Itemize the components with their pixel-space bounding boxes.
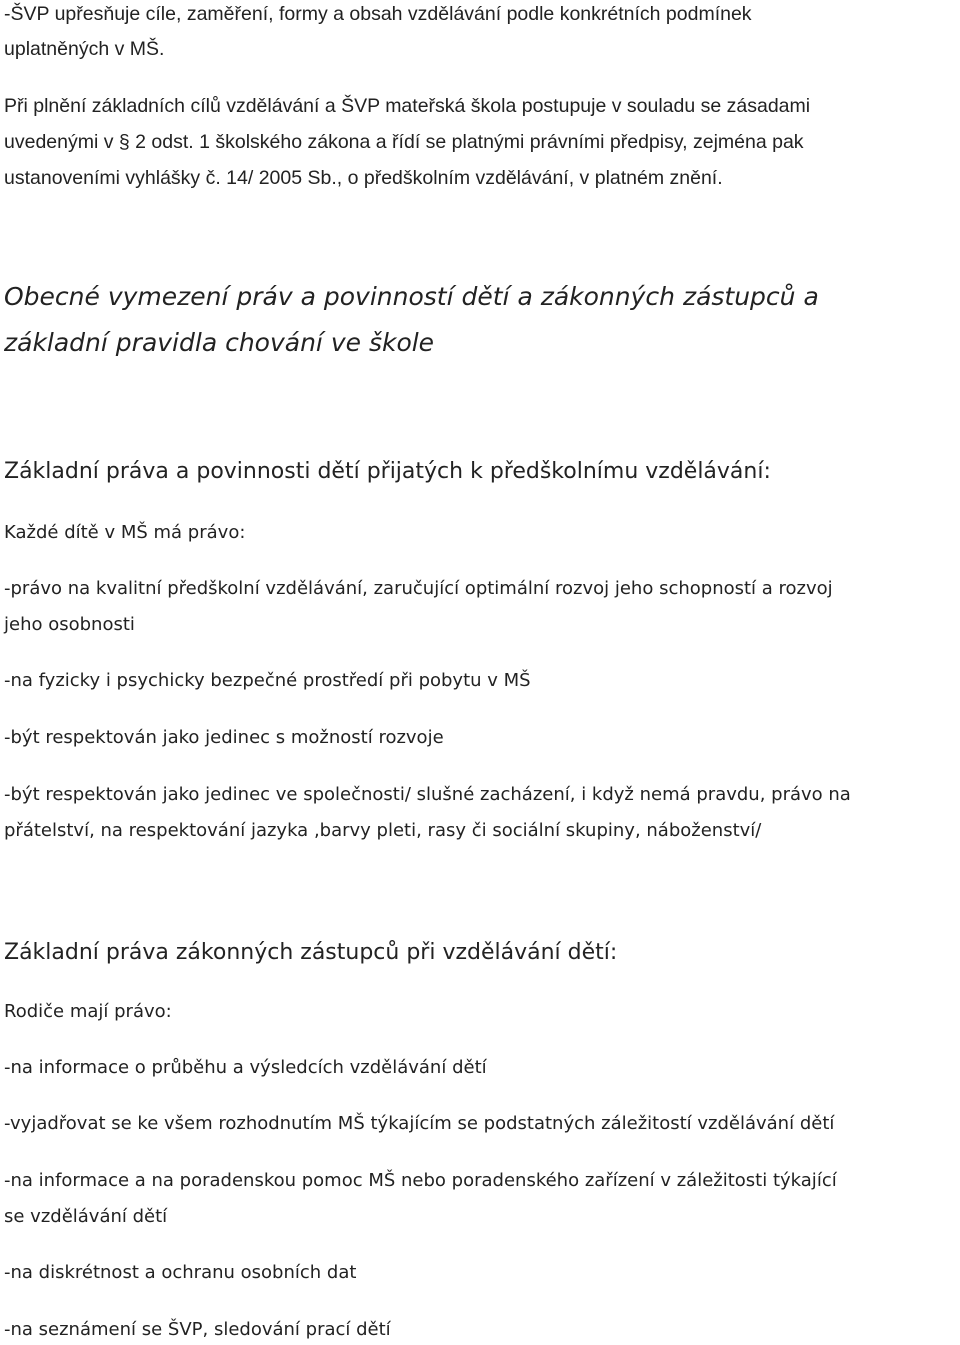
parents-rights-item: -na seznámení se ŠVP, sledování prací dětí	[4, 1319, 391, 1340]
children-rights-item: jeho osobnosti	[4, 614, 135, 635]
parents-rights-item: -na informace o průběhu a výsledcích vzdělávání dětí	[4, 1057, 487, 1078]
children-rights-item: -právo na kvalitní předškolní vzdělávání, zaručující optimální rozvoj jeho schopností a rozvoj	[4, 578, 833, 599]
parents-rights-item: -na diskrétnost a ochranu osobních dat	[4, 1262, 357, 1283]
intro-line: uvedenými v § 2 odst. 1 školského zákona a řídí se platnými právními předpisy, zejména pak	[4, 131, 804, 153]
children-rights-item: -na fyzicky i psychicky bezpečné prostředí při pobytu v MŠ	[4, 670, 531, 691]
children-rights-subheading: Každé dítě v MŠ má právo:	[4, 522, 246, 543]
children-rights-item: -být respektován jako jedinec s možností rozvoje	[4, 727, 444, 748]
main-heading-line: základní pravidla chování ve škole	[4, 328, 435, 357]
intro-line: uplatněných v MŠ.	[4, 38, 165, 60]
parents-rights-item: se vzdělávání dětí	[4, 1206, 168, 1227]
children-rights-item: přátelství, na respektování jazyka ,barvy pleti, rasy či sociální skupiny, náboženství/	[4, 820, 762, 841]
children-rights-item: -být respektován jako jedinec ve společnosti/ slušné zacházení, i když nemá pravdu, právo na	[4, 784, 851, 805]
main-heading-line: Obecné vymezení práv a povinností dětí a zákonných zástupců a	[4, 282, 819, 311]
intro-line: Při plnění základních cílů vzdělávání a ŠVP mateřská škola postupuje v souladu se zásadami	[4, 95, 811, 117]
parents-rights-subheading: Rodiče mají právo:	[4, 1001, 172, 1022]
parents-rights-item: -na informace a na poradenskou pomoc MŠ nebo poradenského zařízení v záležitosti týkající	[4, 1170, 837, 1191]
intro-line: -ŠVP upřesňuje cíle, zaměření, formy a obsah vzdělávání podle konkrétních podmínek	[4, 3, 752, 25]
children-rights-heading: Základní práva a povinnosti dětí přijatých k předškolnímu vzdělávání:	[4, 459, 771, 484]
parents-rights-item: -vyjadřovat se ke všem rozhodnutím MŠ týkajícím se podstatných záležitostí vzdělávání dětí	[4, 1113, 835, 1134]
parents-rights-heading: Základní práva zákonných zástupců při vzdělávání dětí:	[4, 940, 618, 965]
intro-line: ustanoveními vyhlášky č. 14/ 2005 Sb., o předškolním vzdělávání, v platném znění.	[4, 167, 723, 189]
